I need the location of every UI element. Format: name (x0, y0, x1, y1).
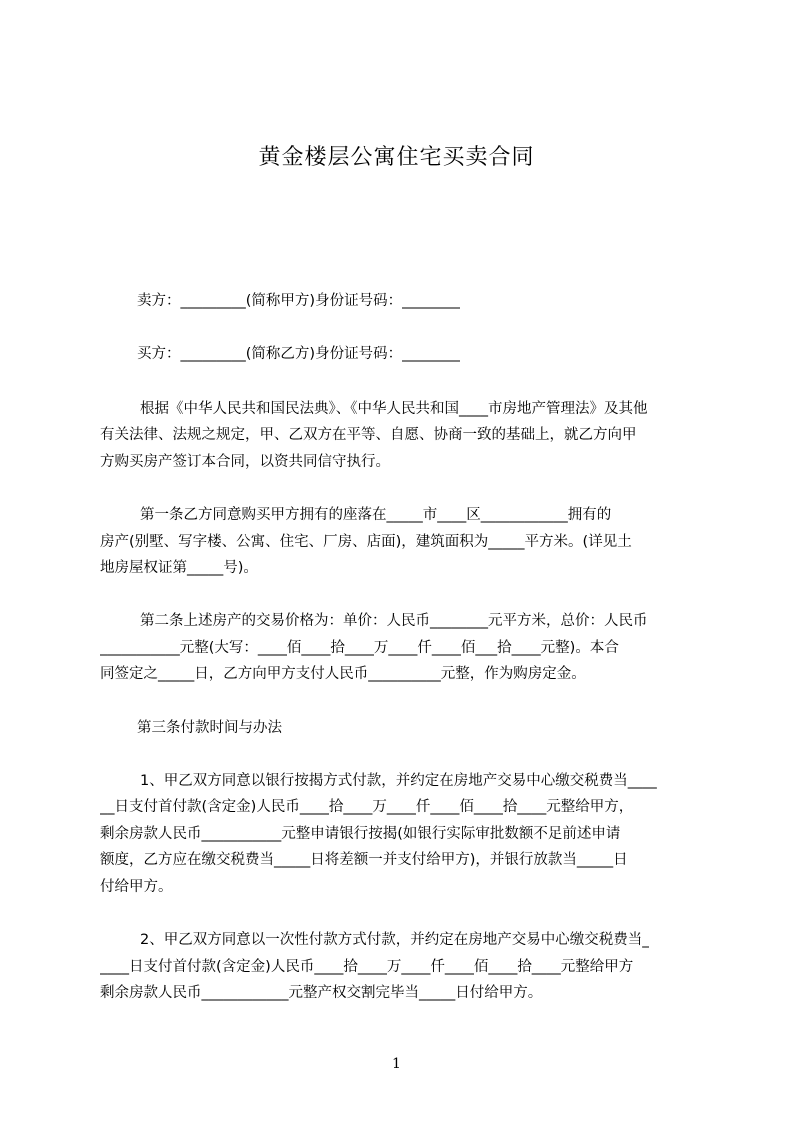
seller-line: 卖方：_________(简称甲方)身份证号码：________ (137, 293, 461, 309)
paragraph-line: 1、甲乙双方同意以银行按揭方式付款，并约定在房地产交易中心缴交税费当____ (140, 773, 657, 789)
paragraph-line: 付给甲方。 (100, 879, 173, 895)
paragraph-line: 第二条上述房产的交易价格为：单价：人民币________元平方米，总价：人民币 (140, 613, 648, 629)
paragraph-line: 额度，乙方应在缴交税费当_____日将差额一并支付给甲方)，并银行放款当_____日 (100, 852, 628, 868)
paragraph-line: 地房屋权证第_____号)。 (100, 560, 258, 576)
paragraph-line: 2、甲乙双方同意以一次性付款方式付款，并约定在房地产交易中心缴交税费当_ (140, 932, 650, 948)
paragraph-line: 根据《中华人民共和国民法典》、《中华人民共和国____市房地产管理法》及其他 (140, 401, 648, 417)
paragraph-line: 剩余房款人民币____________元整产权交割完毕当_____日付给甲方。 (100, 985, 543, 1001)
paragraph-line: 同签定之_____日，乙方向甲方支付人民币__________元整，作为购房定金。 (100, 666, 586, 682)
paragraph-line: ____日支付首付款(含定金)人民币____拾____万____仟____佰____拾____元整给甲方 (100, 959, 634, 975)
page-number: 1 (392, 1056, 401, 1072)
paragraph-line: 第一条乙方同意购买甲方拥有的座落在_____市____区____________拥有的 (140, 507, 612, 523)
paragraph-line: 方购买房产签订本合同，以资共同信守执行。 (100, 454, 390, 470)
paragraph-line: 房产(别墅、写字楼、公寓、住宅、厂房、店面)，建筑面积为_____平方米。(详见土 (100, 534, 632, 550)
paragraph-line: 剩余房款人民币___________元整申请银行按揭(如银行实际审批数额不足前述申请 (100, 826, 621, 842)
paragraph-line: 有关法律、法规之规定，甲、乙双方在平等、自愿、协商一致的基础上，就乙方向甲 (100, 427, 637, 443)
paragraph-line: __日支付首付款(含定金)人民币____拾____万____仟____佰____拾____元整给甲方， (100, 799, 634, 815)
article-3-heading: 第三条付款时间与办法 (137, 720, 282, 736)
document-title: 黄金楼层公寓住宅买卖合同 (258, 145, 535, 170)
paragraph-line: ___________元整(大写：____佰____拾____万____仟____佰___拾____元整)。本合 (100, 640, 619, 656)
buyer-line: 买方：_________(简称乙方)身份证号码：________ (137, 346, 461, 362)
